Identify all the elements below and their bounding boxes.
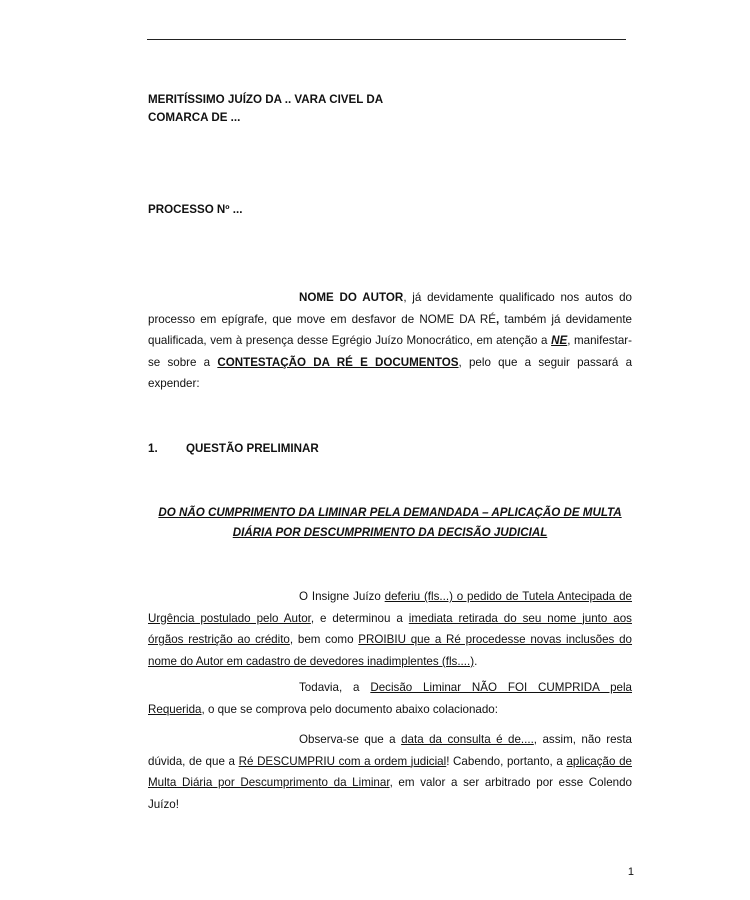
- paragraph-tutela: O Insigne Juízo deferiu (fls...) o pedido de Tutela Antecipada de Urgência postulado pelo Autor, e determinou a imediata retirada do seu nome junto aos órgãos restrição ao crédito, bem como PROIBIU que a Ré procedesse novas inclusões do nome do Autor em cadastro de devedores inadimplentes (fls....).: [148, 590, 633, 668]
- page-number: 1: [627, 866, 634, 878]
- ne-reference: NE: [551, 334, 568, 347]
- section-number: 1.: [148, 442, 158, 455]
- section-subtitle: DO NÃO CUMPRIMENTO DA LIMINAR PELA DEMANDADA – APLICAÇÃO DE MULTA DIÁRIA POR DESCUMPRIMENTO DA DECISÃO JUDICIAL: [158, 506, 622, 539]
- author-name: NOME DO AUTOR: [299, 291, 404, 304]
- intro-paragraph: NOME DO AUTOR, já devidamente qualificado nos autos do processo em epígrafe, que move em desfavor de NOME DA RÉ, também já devidamente qualificada, vem à presença desse Egrégio Juízo Monocrático, em atenção a NE, manifestar-se sobre a CONTESTAÇÃO DA RÉ E DOCUMENTOS, pelo que a seguir passará a expender:: [148, 291, 633, 390]
- court-line-1: MERITÍSSIMO JUÍZO DA .. VARA CIVEL DA: [148, 93, 384, 106]
- process-number: PROCESSO Nº ...: [148, 203, 243, 216]
- paragraph-observa: Observa-se que a data da consulta é de...., assim, não resta dúvida, de que a Ré DESCUMPRIU com a ordem judicial! Cabendo, portanto, a aplicação de Multa Diária por Descumprimento da Liminar, em valor a ser arbitrado por esse Colendo Juízo!: [148, 733, 632, 811]
- court-line-2: COMARCA DE ...: [148, 111, 241, 124]
- court-address: [148, 91, 632, 127]
- section-heading: [148, 442, 632, 455]
- section-title: QUESTÃO PRELIMINAR: [186, 442, 319, 455]
- paragraph-todavia: Todavia, a Decisão Liminar NÃO FOI CUMPRIDA pela Requerida, o que se comprova pelo documento abaixo colacionado:: [148, 681, 632, 716]
- header-rule: [147, 39, 626, 40]
- contestation-reference: CONTESTAÇÃO DA RÉ E DOCUMENTOS: [217, 355, 459, 369]
